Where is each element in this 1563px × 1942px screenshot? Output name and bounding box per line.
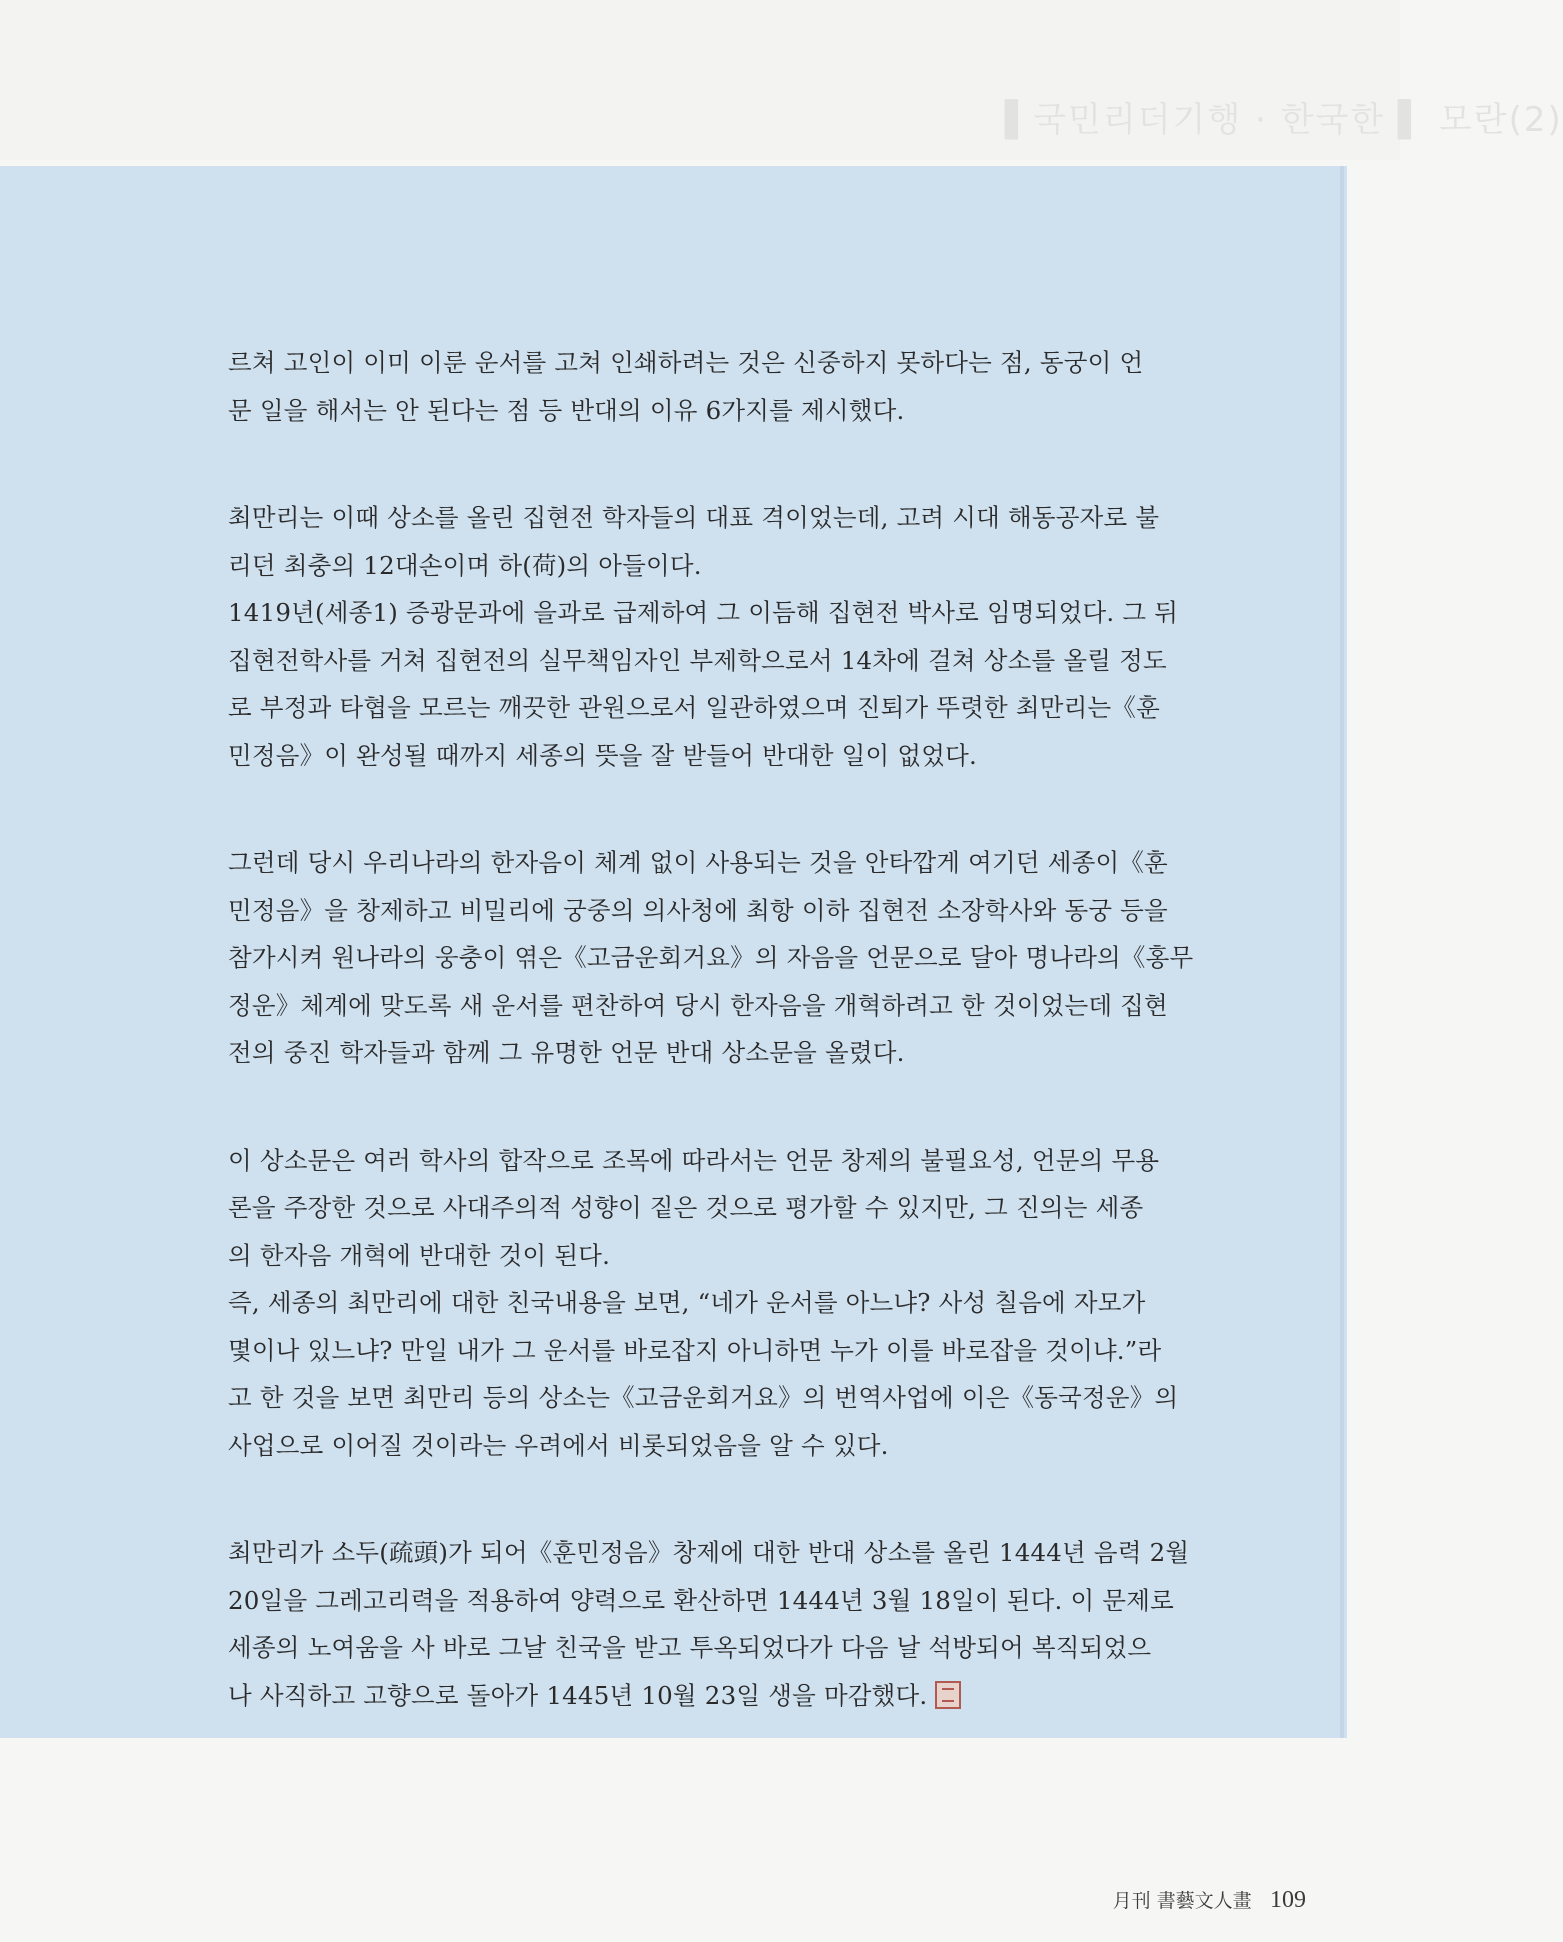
text-line: 문 일을 해서는 안 된다는 점 등 반대의 이유 6가지를 제시했다. xyxy=(228,395,905,425)
text-line: 전의 중진 학자들과 함께 그 유명한 언문 반대 상소문을 올렸다. xyxy=(228,1038,905,1067)
text-line: 리던 최충의 12대손이며 하(荷)의 아들이다. xyxy=(228,550,702,580)
text-line: 의 한자음 개혁에 반대한 것이 된다. xyxy=(228,1240,611,1270)
text-line: 몇이나 있느냐? 만일 내가 그 운서를 바로잡지 아니하면 누가 이를 바로잡을 것이냐.”라 xyxy=(228,1335,1162,1365)
paragraph-2 xyxy=(228,494,1238,779)
text-line: 고 한 것을 보면 최만리 등의 상소는《고금운회거요》의 번역사업에 이은《동국정운》의 xyxy=(228,1383,1179,1412)
text-line: 나 사직하고 고향으로 돌아가 1445년 10월 23일 생을 마감했다. xyxy=(228,1680,928,1710)
text-line: 집현전학사를 거쳐 집현전의 실무책임자인 부제학으로서 14차에 걸쳐 상소를 올릴 정도 xyxy=(228,645,1167,675)
text-line: 사업으로 이어질 것이라는 우려에서 비롯되었음을 알 수 있다. xyxy=(228,1430,889,1460)
panel-edge xyxy=(1340,166,1344,1738)
seal-stamp-icon xyxy=(935,1681,961,1709)
article-body xyxy=(228,339,1238,1779)
magazine-title: 月刊 書藝文人畫 xyxy=(1112,1890,1252,1912)
paragraph-5 xyxy=(228,1529,1238,1719)
text-line: 정운》체계에 맞도록 새 운서를 편찬하여 당시 한자음을 개혁하려고 한 것이었는데 집현 xyxy=(228,990,1168,1020)
text-line: 로 부정과 타협을 모르는 깨끗한 관원으로서 일관하였으며 진퇴가 뚜렷한 최만리는《훈 xyxy=(228,693,1160,722)
text-line: 최만리는 이때 상소를 올린 집현전 학자들의 대표 격이었는데, 고려 시대 해동공자로 불 xyxy=(228,503,1160,532)
text-line: 르쳐 고인이 이미 이룬 운서를 고쳐 인쇄하려는 것은 신중하지 못하다는 점, 동궁이 언 xyxy=(228,348,1144,377)
page-top-margin xyxy=(0,0,1563,160)
text-line: 참가시켜 원나라의 웅충이 엮은《고금운회거요》의 자음을 언문으로 달아 명나라의《홍무 xyxy=(228,943,1194,972)
text-line: 최만리가 소두(疏頭)가 되어《훈민정음》창제에 대한 반대 상소를 올린 1444년 음력 2월 xyxy=(228,1538,1190,1567)
paragraph-1 xyxy=(228,339,1238,434)
paragraph-3 xyxy=(228,839,1238,1077)
text-line: 세종의 노여움을 사 바로 그날 친국을 받고 투옥되었다가 다음 날 석방되어 복직되었으 xyxy=(228,1633,1152,1662)
page-number: 109 xyxy=(1270,1887,1306,1913)
text-line: 그런데 당시 우리나라의 한자음이 체계 없이 사용되는 것을 안타깝게 여기던 세종이《훈 xyxy=(228,848,1168,877)
text-line: 즉, 세종의 최만리에 대한 친국내용을 보면, “네가 운서를 아느냐? 사성 칠음에 자모가 xyxy=(228,1288,1146,1317)
text-line: 론을 주장한 것으로 사대주의적 성향이 짙은 것으로 평가할 수 있지만, 그 진의는 세종 xyxy=(228,1193,1144,1222)
text-line: 민정음》을 창제하고 비밀리에 궁중의 의사청에 최항 이하 집현전 소장학사와 동궁 등을 xyxy=(228,895,1168,925)
text-line: 이 상소문은 여러 학사의 합작으로 조목에 따라서는 언문 창제의 불필요성, 언문의 무용 xyxy=(228,1145,1160,1175)
page-footer xyxy=(1113,1886,1306,1914)
text-line-with-seal xyxy=(228,1672,1238,1720)
paragraph-4 xyxy=(228,1137,1238,1470)
bleed-through-header: ▌국민리더기행 · 한국한 ▌ 모란(2) xyxy=(1005,100,1563,140)
text-line: 20일을 그레고리력을 적용하여 양력으로 환산하면 1444년 3월 18일이 된다. 이 문제로 xyxy=(228,1585,1174,1615)
text-line: 1419년(세종1) 증광문과에 을과로 급제하여 그 이듬해 집현전 박사로 임명되었다. 그 뒤 xyxy=(228,598,1179,627)
text-line: 민정음》이 완성될 때까지 세종의 뜻을 잘 받들어 반대한 일이 없었다. xyxy=(228,740,977,770)
